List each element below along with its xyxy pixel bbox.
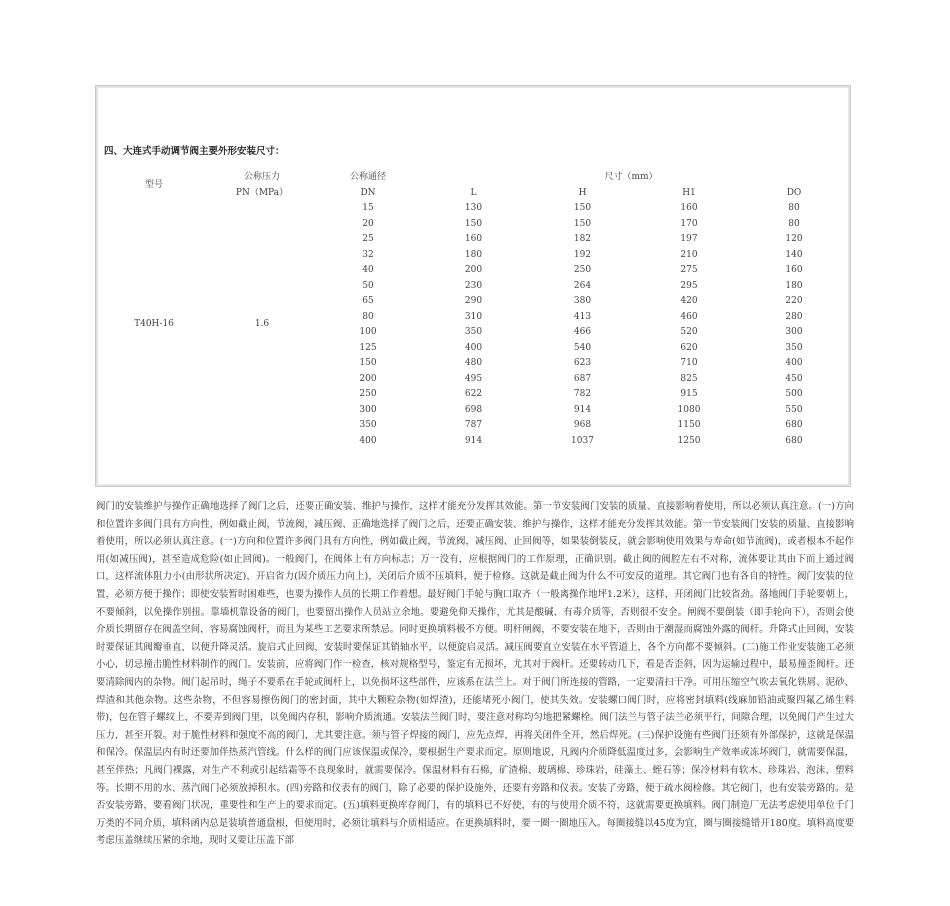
table-row — [103, 201, 845, 217]
cell-h: 250 — [573, 265, 592, 275]
cell-do: 160 — [785, 265, 803, 275]
cell-l: 400 — [464, 342, 483, 353]
cell-dn: 15 — [362, 203, 374, 213]
cell-dn: 100 — [359, 327, 377, 337]
table-subheader-row — [103, 186, 845, 202]
cell-h: 380 — [573, 296, 592, 306]
cell-h1: 275 — [680, 265, 698, 275]
cell-dn: 250 — [359, 389, 377, 399]
header-diameter: 公称通径 — [349, 172, 386, 182]
cell-l: 310 — [464, 311, 483, 322]
cell-h1: 825 — [680, 373, 698, 384]
cell-h1: 160 — [680, 203, 698, 213]
cell-dn: 300 — [359, 404, 377, 415]
cell-dn: 400 — [359, 435, 377, 446]
cell-h: 182 — [573, 234, 592, 244]
cell-h: 623 — [573, 358, 592, 368]
cell-l: 350 — [464, 327, 483, 337]
cell-l: 130 — [464, 203, 483, 213]
cell-l: 914 — [464, 435, 483, 446]
header-do: DO — [786, 187, 802, 198]
cell-h1: 460 — [680, 311, 698, 322]
cell-h1: 210 — [680, 249, 698, 260]
cell-h: 782 — [573, 389, 592, 399]
cell-do: 550 — [785, 404, 803, 415]
cell-h: 687 — [573, 373, 592, 384]
installation-notes-text: 阀门的安装维护与操作正确地选择了阀门之后，还要正确安装、维护与操作，这样才能充分发挥其效能。第一节安装阀门安装的质量、直接影响着使用，所以必须认真注意。(一)方向和位置许多阀门具有方向性，例如截止阀，节流阀，减压阀、正确地选择了阀门之后，还要正确安装、维护与操作，这样才能充分发挥其效能。第一节安装阀门安装的质量、直接影响着使用，所以必须认真注意。(一)方向和位置许多阀门具有方向性，例如截止阀，节流阀，减压阀、止回阀等，如果装倒装反，就会影响使用效果与寿命(如节流阀)，或者根本不起作用(如减压阀)，甚至造成危险(如止回阀)。一般阀门，在阀体上有方向标志；万一没有，应根据阀门的工作原理，正确识别。截止阀的阀腔左右不对称，流体要让其由下而上通过阀口，这样流体阻力小(由形状所决定)，开启省力(因介质压力向上)，关闭后介质不压填料，便于检修。这就是截止阀为什么不可安反的道理。其它阀门也有各自的特性。阀门安装的位置，必须方便于操作；即使安装暂时困难些，也要为操作人员的长期工作着想。最好阀门手轮与胸口取齐（一般离操作地坪1.2米），这样，开闭阀门比较省劲。落地阀门手轮要朝上，不要倾斜，以免操作别扭。靠墙机靠设备的阀门，也要留出操作人员站立余地。要避免仰天操作，尤其是酸碱、有毒介质等，否则很不安全。闸阀不要倒装（即手轮向下），否则会使介质长期留存在阀盖空间，容易腐蚀阀杆，而且为某些工艺要求所禁忌。同时更换填料极不方便。明杆闸阀，不要安装在地下，否则由于潮湿而腐蚀外露的阀杆。升降式止回阀，安装时要保证其阀瓣垂直，以便升降灵活。旋启式止回阀，安装时要保证其销轴水平，以便旋启灵活。减压阀要直立安装在水平管道上，各个方向都不要倾斜。(二)施工作业安装施工必须小心，切忌撞击脆性材料制作的阀门。安装前，应将阀门作一检查，核对规格型号，鉴定有无损坏，尤其对于阀杆。还要转动几下，看是否歪斜，因为运输过程中，最易撞歪阀杆。还要清除阀内的杂物。阀门起吊时，绳子不要系在手轮或阀杆上，以免损坏这些部件，应该系在法兰上。对于阀门所连接的管路，一定要清扫干净。可用压缩空气吹去氧化铁屑、泥砂、焊渣和其他杂物。这些杂物，不但容易擦伤阀门的密封面，其中大颗粒杂物(如焊渣)，还能堵死小阀门，使其失效。安装螺口阀门时，应将密封填料(线麻加铅油或聚四氟乙烯生料带)，包在管子螺纹上，不要弄到阀门里，以免阀内存积，影响介质流通。安装法兰阀门时，要注意对称均匀地把紧螺栓。阀门法兰与管子法兰必须平行，间隙合理，以免阀门产生过大压力，甚至开裂。对于脆性材料和强度不高的阀门，尤其要注意。须与管子焊接的阀门，应先点焊，再将关闭件全开，然后焊死。(三)保护设施有些阀门还须有外部保护，这就是保温和保冷。保温层内有时还要加伴热蒸汽管线。什么样的阀门应该保温或保冷，要根据生产要求而定。原则地说，凡阀内介质降低温度过多，会影响生产效率或冻坏阀门，就需要保温，甚至伴热；凡阀门裸露，对生产不利或引起结霜等不良现象时，就需要保冷。保温材料有石棉，矿渣棉、玻璃棉、珍珠岩，硅藻土、蛭石等；保冷材料有软木、珍珠岩、泡沫、塑料等。长期不用的水、蒸汽阀门必须放掉积水。(四)旁路和仪表有的阀门，除了必要的保护设施外，还要有旁路和仪表。安装了旁路，便于疏水阀检修。其它阀门，也有安装旁路的。是否安装旁路，要看阀门状况，重要性和生产上的要求而定。(五)填料更换库存阀门，有的填料已不好使，有的与使用介质不符，这就需要更换填料。阀门制造厂无法考虑使用单位千门万类的不同介质，填料函内总是装填普通盘根，但使用时，必须让填料与介质相适应。在更换填料时，要一圈一圈地压入。每圈接缝以45度为宜，圈与圈接缝错开180度。填料高度要考虑压盖继续压紧的余地，现时又要让压盖下部 — [96, 501, 854, 847]
cell-h: 413 — [573, 311, 592, 322]
cell-h: 192 — [573, 249, 592, 260]
header-h1: H1 — [682, 187, 696, 198]
cell-h1: 1080 — [677, 404, 701, 415]
cell-h: 150 — [573, 203, 592, 213]
cell-l: 200 — [464, 265, 483, 275]
cell-h: 466 — [573, 327, 592, 337]
cell-dn: 150 — [359, 358, 377, 368]
header-pressure-unit: PN（MPa） — [235, 187, 289, 198]
cell-do: 140 — [785, 249, 803, 260]
cell-do: 680 — [785, 420, 803, 430]
cell-dn: 32 — [362, 249, 374, 260]
pressure-cell: 1.6 — [254, 319, 270, 330]
cell-do: 80 — [788, 218, 800, 229]
cell-l: 230 — [464, 280, 483, 291]
cell-h1: 520 — [680, 327, 698, 337]
cell-l: 290 — [464, 296, 483, 306]
cell-do: 500 — [785, 389, 803, 399]
cell-dn: 125 — [359, 342, 377, 353]
section-title: 四、大连式手动调节阀主要外形安装尺寸： — [104, 146, 285, 157]
cell-l: 180 — [464, 249, 483, 260]
cell-do: 220 — [785, 296, 803, 306]
cell-h: 150 — [573, 218, 592, 229]
cell-do: 680 — [785, 435, 803, 446]
cell-l: 150 — [464, 218, 483, 229]
cell-dn: 20 — [362, 218, 374, 229]
cell-dn: 200 — [359, 373, 377, 384]
cell-h1: 1250 — [677, 435, 701, 446]
cell-do: 120 — [785, 234, 803, 244]
cell-h1: 295 — [680, 280, 698, 291]
dimension-table — [103, 170, 845, 449]
cell-h1: 170 — [680, 218, 698, 229]
table-header-row — [103, 170, 845, 186]
header-dn: DN — [360, 187, 376, 198]
cell-l: 495 — [464, 373, 483, 384]
cell-h1: 1150 — [677, 420, 701, 430]
header-h: H — [578, 187, 587, 198]
cell-h: 914 — [573, 404, 592, 415]
header-size: 尺寸（mm） — [604, 172, 658, 182]
cell-h: 968 — [573, 420, 592, 430]
cell-dn: 65 — [362, 296, 374, 306]
cell-dn: 80 — [362, 311, 374, 322]
cell-do: 450 — [785, 373, 803, 384]
cell-l: 480 — [464, 358, 483, 368]
cell-do: 80 — [788, 203, 800, 213]
cell-dn: 350 — [359, 420, 377, 430]
cell-h: 1037 — [571, 435, 594, 446]
cell-h1: 620 — [680, 342, 698, 353]
cell-do: 350 — [785, 342, 803, 353]
cell-dn: 40 — [362, 265, 374, 275]
header-model: 型号 — [144, 179, 163, 190]
cell-h: 540 — [573, 342, 592, 353]
header-l: L — [470, 187, 477, 198]
cell-dn: 50 — [362, 280, 374, 291]
cell-h: 264 — [573, 280, 592, 291]
header-pressure: 公称压力 — [243, 172, 280, 182]
cell-l: 622 — [464, 389, 483, 399]
cell-l: 787 — [464, 420, 483, 430]
cell-l: 160 — [464, 234, 483, 244]
cell-do: 300 — [785, 327, 803, 337]
cell-l: 698 — [464, 404, 483, 415]
cell-h1: 915 — [680, 389, 698, 399]
cell-h1: 197 — [680, 234, 698, 244]
cell-h1: 710 — [680, 358, 698, 368]
cell-do: 400 — [785, 358, 803, 368]
cell-h1: 420 — [680, 296, 698, 306]
cell-dn: 25 — [362, 234, 374, 244]
cell-do: 180 — [785, 280, 803, 291]
model-cell: T40H-16 — [134, 319, 174, 330]
cell-do: 280 — [785, 311, 803, 322]
